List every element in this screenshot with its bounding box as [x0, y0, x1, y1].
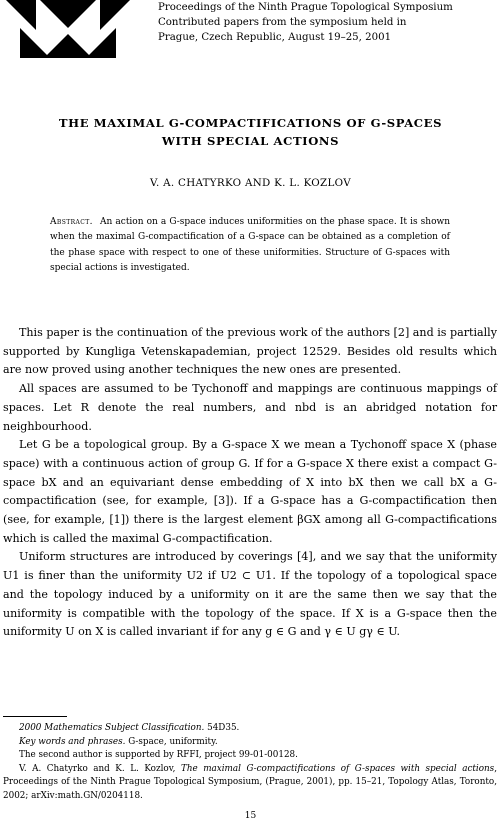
footnote-divider: [3, 716, 67, 717]
citation-authors: V. A. Chatyrko and K. L. Kozlov,: [19, 763, 176, 774]
paper-title: [0, 114, 501, 150]
abstract-text: An action on a G-space induces uniformities on the phase space. It is shown when the maximal G-compactification of a G-space can be obtained as a completion of the phase space with respect to one of these uniformities. Structure of G-spaces with special actions is investigated.: [50, 217, 450, 273]
footnote-support: The second author is supported by RFFI, project 99-01-00128.: [19, 750, 298, 761]
title-line-1: THE MAXIMAL G-COMPACTIFICATIONS OF G-SPACES: [58, 116, 443, 130]
abstract: [50, 215, 450, 276]
msc-label: 2000 Mathematics Subject Classification.: [19, 723, 205, 733]
footnote-citation: [3, 763, 497, 804]
page-number: 15: [244, 811, 257, 821]
footnote-msc: [3, 722, 497, 736]
abstract-heading: Abstract.: [50, 217, 93, 227]
header-line-2: Contributed papers from the symposium held in: [158, 17, 407, 28]
paragraph-4: Uniform structures are introduced by coverings [4], and we say that the uniformity U1 is finer than the uniformity U2 if U2 ⊂ U1. If the topology of a topological space and the topology induced by a uniformity on it are the same then we say that the uniformity is compatible with the topology of the space. If X is a G-space then the uniformity U on X is called invariant if for any g ∈ G and γ ∈ U gγ ∈ U.: [3, 550, 497, 639]
symposium-logo: [6, 0, 130, 64]
body-text: [3, 324, 497, 642]
citation-rest: , Proceedings of the Ninth Prague Topological Symposium, (Prague, 2001), pp. 15–21, Topology Atlas, Toronto, 2002; arXiv:math.GN/0204118.: [3, 763, 497, 801]
keywords-value: G-space, uniformity.: [128, 736, 218, 747]
proceedings-header: [158, 0, 453, 45]
title-line-2: WITH SPECIAL ACTIONS: [161, 134, 340, 148]
msc-value: 54D35.: [207, 723, 240, 733]
footnotes: [3, 722, 497, 804]
paragraph-2: All spaces are assumed to be Tychonoff and mappings are continuous mappings of spaces. Let R denote the real numbers, and nbd is an abridged notation for neighbourhood.: [3, 382, 497, 433]
paragraph-3: Let G be a topological group. By a G-space X we mean a Tychonoff space X (phase space) with a continuous action of group G. If for a G-space X there exist a compact G-space bX and an equivariant dense embedding of X into bX then we call bX a G-compactification (see, for example, [3]). If a G-space has a G-compactification then (see, for example, [1]) there is the largest element βGX among all G-compactifications which is called the maximal G-compactification.: [3, 438, 497, 545]
header-line-1: Proceedings of the Ninth Prague Topological Symposium: [158, 2, 453, 13]
header-line-3: Prague, Czech Republic, August 19–25, 2001: [158, 32, 392, 43]
keywords-label: Key words and phrases.: [19, 736, 126, 747]
citation-title: The maximal G-compactifications of G-spaces with special actions: [180, 763, 495, 774]
footnote-keywords: [3, 736, 497, 750]
paper-authors: V. A. CHATYRKO AND K. L. KOZLOV: [150, 177, 351, 189]
paragraph-1: This paper is the continuation of the previous work of the authors [2] and is partially supported by Kungliga Vetenskapademian, project 12529. Besides old results which are now proved using another techniques the new ones are presented.: [3, 326, 497, 377]
